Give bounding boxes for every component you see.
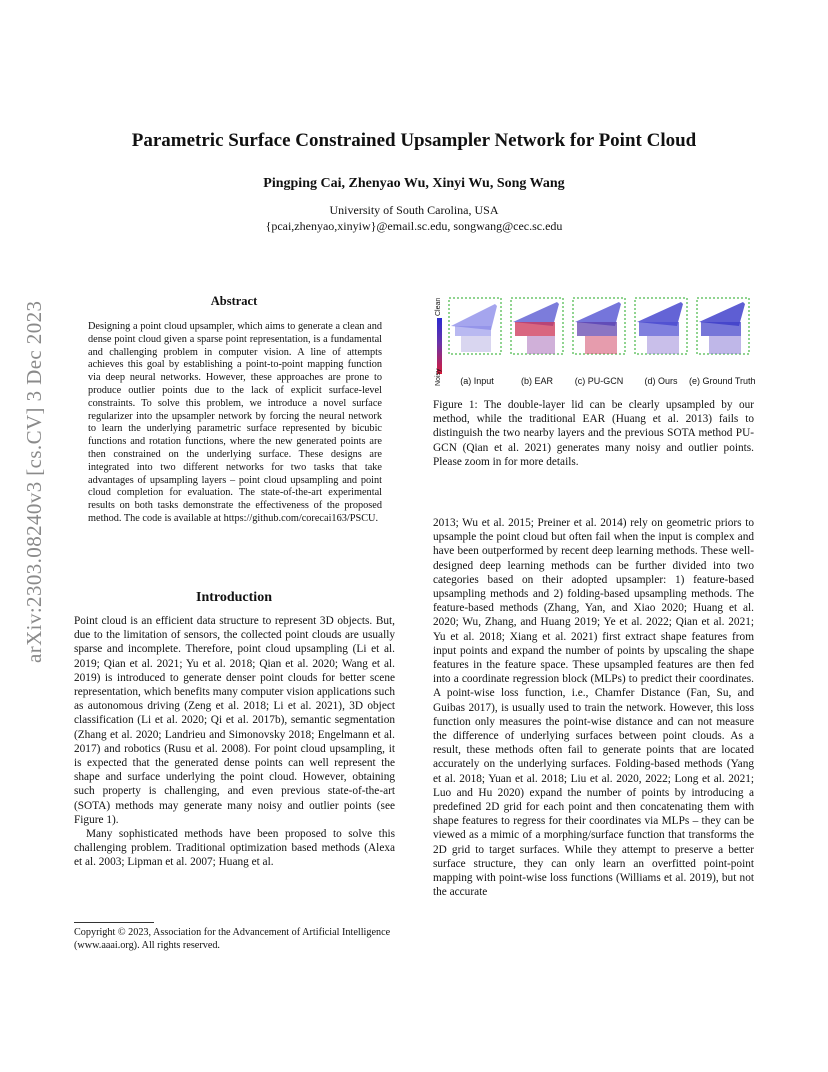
- ours-pointcloud-image: [633, 296, 689, 356]
- label-ear: (b) EAR: [520, 376, 553, 386]
- copyright-footnote: Copyright © 2023, Association for the Advancement of Artificial Intelligence (www.aaai.org). All rights reserved.: [74, 927, 391, 951]
- colorbar-label-noisy: Noisy: [435, 368, 442, 386]
- colorbar-label-clean: Clean: [435, 297, 442, 316]
- noise-colorbar: [437, 318, 442, 374]
- paper-title: Parametric Surface Constrained Upsampler Network for Point Cloud: [131, 130, 697, 151]
- label-ground-truth: (e) Ground Truth: [689, 376, 756, 386]
- introduction-body: [74, 614, 395, 870]
- introduction-paragraph-1: Point cloud is an efficient data structure to represent 3D objects. But, due to the limitation of sensors, the collected point clouds are usually sparse and incomplete. Therefore, point cloud upsampling (Li et al. 2019; Qian et al. 2021; Yu et al. 2018; Qian et al. 2020; Wang et al. 2019) is introduced to generate denser point clouds for better scene representation, which benefits many computer vision applications such as autonomous driving (Zeng et al. 2018; Li et al. 2021), 3D object classification (Li et al. 2020; Qi et al. 2017b), semantic segmentation (Zhang et al. 2020; Landrieu and Simonovsky 2018; Engelmann et al. 2017) and robotics (Rusu et al. 2008). For point cloud upsampling, it is expected that the generated dense points can well represent the shape and surface underlying the point cloud. However, obtaining such property is challenging, and even previous state-of-the-art (SOTA) methods may generate many noisy and outlier points (see Figure 1).: [74, 615, 395, 826]
- label-input: (a) Input: [460, 376, 494, 386]
- introduction-paragraph-2: Many sophisticated methods have been proposed to solve this challenging problem. Traditional optimization based methods (Alexa et al. 2003; Lipman et al. 2007; Huang et al.: [74, 828, 395, 869]
- ground-truth-pointcloud-image: [695, 296, 751, 356]
- ear-pointcloud-image: [509, 296, 565, 356]
- panel-ground-truth: [695, 296, 751, 356]
- introduction-heading: Introduction: [196, 590, 272, 605]
- arxiv-identifier: arXiv:2303.08240v3 [cs.CV] 3 Dec 2023: [22, 300, 46, 664]
- right-column-body: [433, 516, 754, 899]
- panel-input: [447, 296, 503, 356]
- abstract-heading: Abstract: [210, 294, 258, 308]
- label-ours: (d) Ours: [644, 376, 678, 386]
- label-pu-gcn: (c) PU-GCN: [574, 376, 624, 386]
- panel-ear: [509, 296, 565, 356]
- affiliation: University of South Carolina, USA: [329, 203, 499, 217]
- pu-gcn-pointcloud-image: [571, 296, 627, 356]
- footnote-divider: [74, 922, 154, 923]
- panel-pu-gcn: [571, 296, 627, 356]
- figure-1-caption: Figure 1: The double-layer lid can be clearly upsampled by our method, while the traditional EAR (Huang et al. 2013) fails to distinguish the two nearby layers and the previous SOTA method PU-GCN (Qian et al. 2021) generates many noisy and outlier points. Please zoom in for more details.: [433, 399, 754, 468]
- right-column-paragraph: 2013; Wu et al. 2015; Preiner et al. 2014) rely on geometric priors to upsample the point cloud but often fail when the input is complex and have been outperformed by recent deep learning methods. These well-designed deep learning methods can be further divided into two categories based on their adopted upsampler: 1) feature-based upsampling methods and 2) folding-based upsampling methods. The feature-based methods (Zhang, Yan, and Xiao 2020; Huang et al. 2020; Wu, Zhang, and Huang 2019; Ye et al. 2022; Qian et al. 2021; Yu et al. 2018; Xiang et al. 2021) first extract shape features from input points and expand the number of points by upscaling the shape features in the feature space. These upsampled features are then fed into a coordinate regression block (MLPs) to predict their coordinates. A point-wise loss function, i.e., Chamfer Distance (Fan, Su, and Guibas 2017), is usually used to train the network. However, this loss function only measures the point-wise distance and can not measure the difference of underlying surfaces between point clouds. As a result, these methods often fail to generate points that are located accurately on the underlying surfaces. Folding-based methods (Yang et al. 2018; Yuan et al. 2018; Liu et al. 2020, 2022; Long et al. 2021; Luo and Hu 2020) expand the number of points by introducing a predefined 2D grid for each point and then concatenating them with shape features to regress for their coordinates via MLPs – they can be viewed as a mimic of a morphing/surface function that transforms the 2D grid to target surfaces. While they attempt to preserve a better surface structure, they can only learn an overfitted point-point mapping with point-wise loss functions (Williams et al. 2019), but not the accurate: [433, 517, 754, 899]
- author-emails: {pcai,zhenyao,xinyiw}@email.sc.edu, songwang@cec.sc.edu: [265, 219, 563, 233]
- affiliation-block: [74, 202, 754, 234]
- panel-ours: [633, 296, 689, 356]
- author-list: Pingping Cai, Zhenyao Wu, Xinyi Wu, Song Wang: [263, 176, 565, 191]
- figure-1: [433, 290, 755, 390]
- input-pointcloud-image: [447, 296, 503, 356]
- abstract-text: Designing a point cloud upsampler, which aims to generate a clean and dense point cloud given a sparse point representation, is a fundamental and challenging problem in computer vision. A line of attempts achieves this goal by establishing a point-to-point mapping function via deep neural networks. However, these approaches are prone to produce outlier points due to the lack of explicit surface-level constraints. To solve this problem, we introduce a novel surface regularizer into the upsampler network by forcing the neural network to learn the underlying parametric surface represented by bicubic functions and rotation functions, where the new generated points are then constrained on the underlying surface. These designs are integrated into two different networks for two tasks that take advantages of upsampling layers – point cloud upsampling and point cloud completion for evaluation. The state-of-the-art experimental results on both tasks demonstrate the effectiveness of the proposed method. The code is available at https://github.com/corecai163/PSCU.: [88, 321, 382, 524]
